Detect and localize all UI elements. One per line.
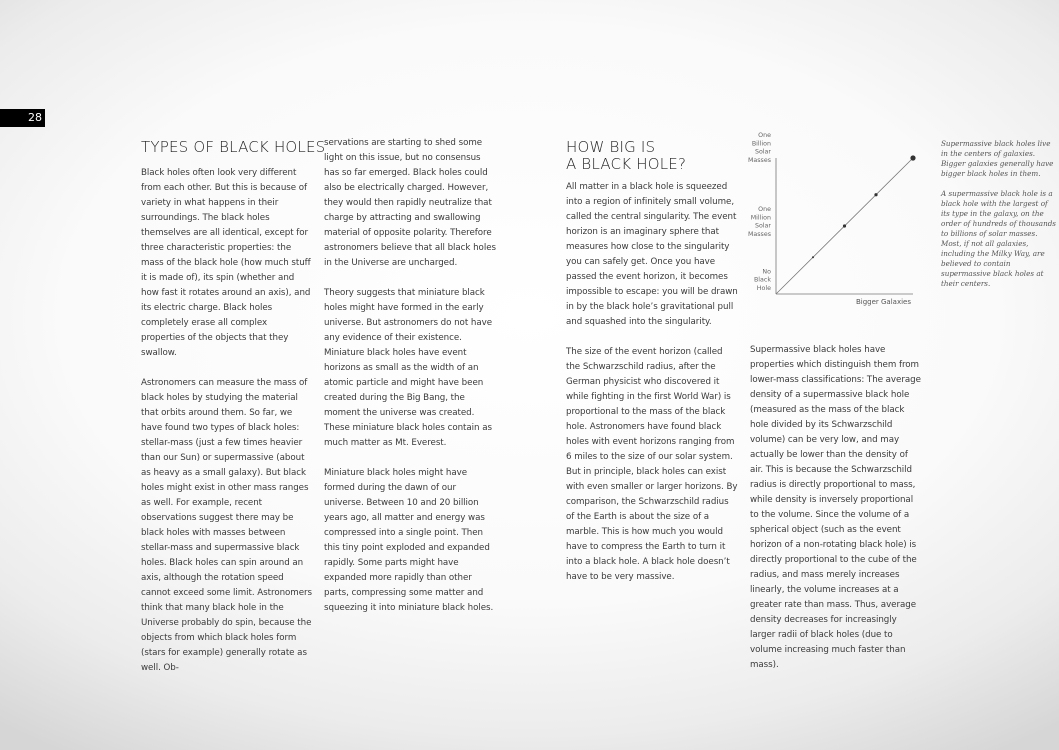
black-hole-mass-chart (740, 132, 930, 311)
text-column-4 (750, 343, 922, 673)
y-tick-label: No Black Hole (753, 268, 771, 292)
y-tick-label: One Billion Solar Masses (747, 132, 771, 164)
page-number: 28 (0, 109, 45, 127)
text-column-2 (324, 136, 496, 616)
paragraph: Miniature black holes might have formed during the dawn of our universe. Between 10 and 20 billion years ago, all matter and energy was compressed into a single point. Then this tiny point exploded and expanded rapidly. Some parts might have expanded more rapidly than other parts, compressing some matter and squeezing it into miniature black holes. (324, 468, 494, 613)
side-note: Supermassive black holes live in the centers of galaxies. Bigger galaxies generally have bigger black holes in them. (941, 139, 1054, 178)
data-point (910, 155, 915, 160)
section-title-types: TYPES OF BLACK HOLES (141, 138, 326, 156)
title-line-2: A BLACK HOLE? (566, 155, 687, 173)
x-axis-label: Bigger Galaxies (855, 298, 911, 306)
data-point (874, 193, 877, 196)
y-tick-label: One Million Solar Masses (747, 206, 771, 238)
paragraph: Theory suggests that miniature black holes might have formed in the early universe. But astronomers do not have any evidence of their existence. Miniature black holes have event horizons as small as the width of an atomic particle and might have been created during the Big Bang, the moment the universe was created. These miniature black holes contain as much matter as Mt. Everest. (324, 288, 492, 448)
text-column-3 (566, 180, 738, 585)
paragraph: Black holes often look very different from each other. But this is because of variety in what happens in their surroundings. The black holes themselves are all identical, except for three characteristic properties: the mass of the black hole (how much stuff it is made of), its spin (whether and how fast it rotates around an axis), and its electric charge. Black holes completely erase all complex properties of the objects that they swallow. (141, 168, 311, 358)
paragraph: The size of the event horizon (called the Schwarzschild radius, after the German physicist who discovered it while fighting in the first World War) is proportional to the mass of the black hole. Astronomers have found black holes with event horizons ranging from 6 miles to the size of our solar system. But in principle, black holes can exist with even smaller or larger horizons. By comparison, the Schwarzschild radius of the Earth is about the size of a marble. This is how much you would have to compress the Earth to turn it into a black hole. A black hole doesn’t have to be very massive. (566, 347, 738, 582)
paragraph: Astronomers can measure the mass of black holes by studying the material that orbits around them. So far, we have found two types of black holes: stellar-mass (just a few times heavier than our Sun) or supermassive (about as heavy as a small galaxy). But black holes might exist in other mass ranges as well. For example, recent observations suggest there may be black holes with masses between stellar-mass and supermassive black holes. Black holes can spin around an axis, although the rotation speed cannot exceed some limit. Astronomers think that many black hole in the Universe probably do spin, because the objects from which black holes form (stars for example) generally rotate as well. Ob- (141, 378, 313, 673)
data-point (843, 224, 846, 227)
paragraph: Supermassive black holes have properties which distinguish them from lower-mass classifications: The average density of a supermassive black hole (measured as the mass of the black hole divided by its Schwarzschild volume) can be very low, and may actually be lower than the density of air. This is because the Schwarzschild radius is directly proportional to mass, while density is inversely proportional to the volume. Since the volume of a spherical object (such as the event horizon of a non-rotating black hole) is directly proportional to the cube of the radius, and mass merely increases linearly, the volume increases at a greater rate than mass. Thus, average density decreases for increasingly larger radii of black holes (due to volume increasing much faster than mass). (750, 345, 921, 670)
side-note: A supermassive black hole is a black hole with the largest of its type in the galaxy, on the order of hundreds of thousands to billions of solar masses. Most, if not all galaxies, including the Milky Way, are believed to contain supermassive black holes at their centers. (941, 189, 1056, 288)
paragraph: servations are starting to shed some light on this issue, but no consensus has so far emerged. Black holes could also be electrically charged. However, they would then rapidly neutralize that charge by attracting and swallowing material of opposite polarity. Therefore astronomers believe that all black holes in the Universe are uncharged. (324, 138, 496, 268)
title-line-1: HOW BIG IS (566, 138, 656, 156)
section-title-how-big (566, 139, 686, 173)
text-column-1 (141, 166, 313, 676)
paragraph: All matter in a black hole is squeezed into a region of infinitely small volume, called the central singularity. The event horizon is an imaginary sphere that measures how close to the singularity you can safely get. Once you have passed the event horizon, it becomes impossible to escape: you will be drawn in by the black hole’s gravitational pull and squashed into the singularity. (566, 182, 738, 327)
side-notes (941, 139, 1056, 289)
data-point (812, 256, 814, 258)
